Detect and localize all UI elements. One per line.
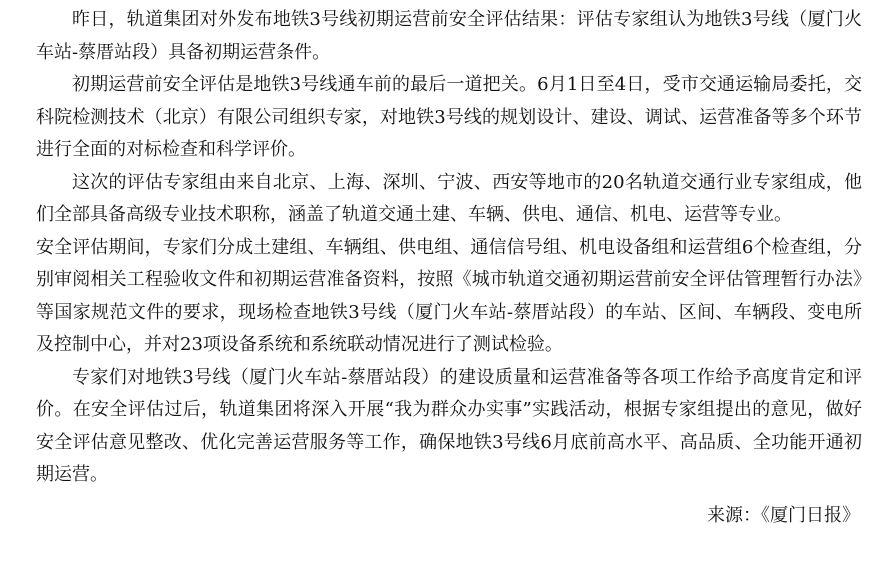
paragraph-1: 昨日，轨道集团对外发布地铁3号线初期运营前安全评估结果：评估专家组认为地铁3号线（厦门火车站-蔡厝站段）具备初期运营条件。 bbox=[36, 9, 862, 63]
paragraph-3: 这次的评估专家组由来自北京、上海、深圳、宁波、西安等地市的20名轨道交通行业专家组成，他们全部具备高级专业技术职称，涵盖了轨道交通土建、车辆、供电、通信、机电、运营等专业。 bbox=[36, 171, 862, 225]
article bbox=[36, 4, 862, 532]
source-attribution: 来源：《厦门日报》 bbox=[707, 504, 860, 526]
paragraph-5: 专家们对地铁3号线（厦门火车站-蔡厝站段）的建设质量和运营准备等各项工作给予高度肯定和评价。在安全评估过后，轨道集团将深入开展“我为群众办实事”实践活动，根据专家组提出的意见，做好安全评估意见整改、优化完善运营服务等工作，确保地铁3号线6月底前高水平、高品质、全功能开通初期运营。 bbox=[36, 366, 862, 485]
paragraph-2: 初期运营前安全评估是地铁3号线通车前的最后一道把关。6月1日至4日，受市交通运输局委托，交科院检测技术（北京）有限公司组织专家，对地铁3号线的规划设计、建设、调试、运营准备等多个环节进行全面的对标检查和科学评价。 bbox=[36, 74, 862, 160]
paragraph-4: 安全评估期间，专家们分成土建组、车辆组、供电组、通信信号组、机电设备组和运营组6个检查组，分别审阅相关工程验收文件和初期运营准备资料，按照《城市轨道交通初期运营前安全评估管理暂行办法》等国家规范文件的要求，现场检查地铁3号线（厦门火车站-蔡厝站段）的车站、区间、车辆段、变电所及控制中心，并对23项设备系统和系统联动情况进行了测试检验。 bbox=[36, 236, 862, 355]
